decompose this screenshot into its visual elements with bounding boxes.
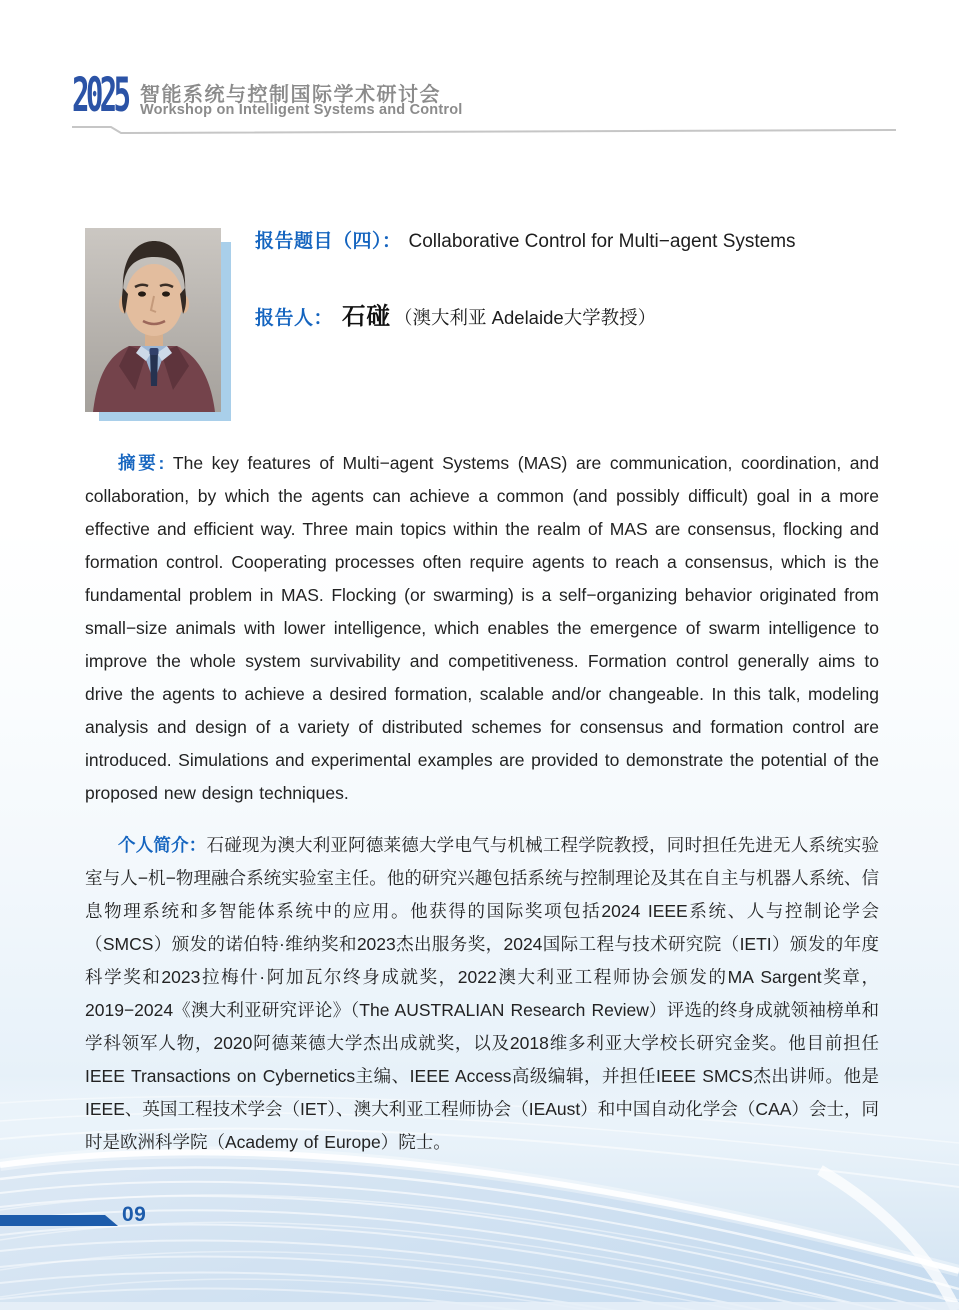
header-title-zh: 智能系统与控制国际学术研讨会: [140, 84, 441, 106]
bio-label: 个人简介：: [118, 835, 207, 855]
talk-title-text: Collaborative Control for Multi−agent Systems: [408, 231, 796, 252]
bio-paragraph: [85, 829, 879, 1159]
speaker-label: 报告人：: [255, 308, 334, 329]
talk-title-line: [255, 226, 796, 253]
speaker-name: 石碰: [342, 303, 392, 329]
logo-2025: 2025: [72, 68, 128, 123]
speaker-portrait: [85, 228, 221, 412]
talk-title-label: 报告题目（四）：: [255, 231, 402, 252]
page-number-bar: [0, 1215, 118, 1226]
page-number: 09: [122, 1203, 147, 1226]
abstract-label: 摘要:: [118, 453, 165, 473]
header-divider: [0, 0, 959, 140]
abstract-text: The key features of Multi−agent Systems (MAS) are communication, coordination, and collaboration, by which the agents can achieve a common (and possibly difficult) goal in a more effective and efficient way. Three main topics within the realm of MAS are consensus, flocking and formation control. Cooperating processes often require agents to reach a consensus, which is the fundamental problem in MAS. Flocking (or swarming) is a self−organizing behavior originated from small−size animals with lower intelligence, which enables the emergence of swarm intelligence to improve the whole system survivability and competitiveness. Formation control generally aims to drive the agents to achieve a desired formation, scalable and/or changeable. In this talk, modeling analysis and design of a variety of distributed schemes for consensus and formation control are introduced. Simulations and experimental examples are provided to demonstrate the potential of the proposed new design techniques.: [85, 453, 879, 803]
bio-text: 石碰现为澳大利亚阿德莱德大学电气与机械工程学院教授，同时担任先进无人系统实验室与人−机−物理融合系统实验室主任。他的研究兴趣包括系统与控制理论及其在自主与机器人系统、信息物理系统和多智能体系统中的应用。他获得的国际奖项包括2024 IEEE系统、人与控制论学会（SMCS）颁发的诺伯特·维纳奖和2023杰出服务奖，2024国际工程与技术研究院（IETI）颁发的年度科学奖和2023拉梅什·阿加瓦尔终身成就奖，2022澳大利亚工程师协会颁发的MA Sargent奖章，2019−2024《澳大利亚研究评论》（The AUSTRALIAN Research Review）评选的终身成就领袖榜单和学科领军人物，2020阿德莱德大学杰出成就奖，以及2018维多利亚大学校长研究金奖。他目前担任IEEE Transactions on Cybernetics主编、IEEE Access高级编辑，并担任IEEE SMCS杰出讲师。他是IEEE、英国工程技术学会（IET）、澳大利亚工程师协会（IEAust）和中国自动化学会（CAA）会士，同时是欧洲科学院（Academy of Europe）院士。: [85, 835, 880, 1152]
speaker-line: [255, 297, 656, 331]
speaker-affiliation: （澳大利亚 Adelaide大学教授）: [394, 307, 657, 328]
header-title-en: Workshop on Intelligent Systems and Control: [140, 102, 463, 118]
abstract-paragraph: [85, 447, 879, 810]
